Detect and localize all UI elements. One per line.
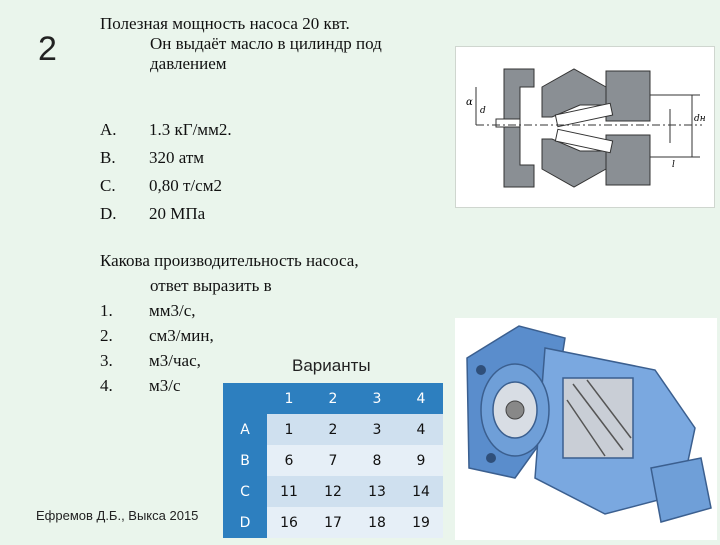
option-a [100,116,232,144]
option-label: B. [100,148,116,167]
question-2-line-2: ответ выразить в [150,276,272,295]
question-2-line-1: Какова производительность насоса, [100,251,359,270]
dh-label: dн [694,114,706,124]
unit-text: см3/мин, [149,326,214,345]
option-c [100,172,232,200]
option-label: C. [100,176,116,195]
option-label: A. [100,120,117,139]
row-label: C [223,476,267,507]
question-2 [100,248,440,398]
table-cell: 13 [368,483,386,500]
table-cell: 14 [412,483,430,500]
option-text: 1.3 кГ/мм2. [149,120,232,139]
table-cell: 9 [416,452,426,469]
row-label: B [223,445,267,476]
slide-number: 2 [38,30,57,68]
table-row [223,507,443,538]
column-header: 1 [267,383,311,414]
variants-table [223,383,443,538]
unit-label: 4. [100,376,113,395]
table-corner [223,383,267,414]
table-cell: 18 [368,514,386,531]
column-header: 2 [311,383,355,414]
table-cell: 12 [324,483,342,500]
shaft-icon [506,401,524,419]
answer-options [100,116,232,228]
pump-section-svg [456,47,714,207]
table-cell: 1 [284,421,294,438]
unit-label: 2. [100,326,113,345]
option-label: D. [100,204,117,223]
unit-1 [100,298,440,323]
option-d [100,200,232,228]
table-cell: 16 [280,514,298,531]
variants-title: Варианты [292,356,371,375]
table-header-row [223,383,443,414]
question-1-line-3: давлением [150,54,227,73]
author-footer: Ефремов Д.Б., Выкса 2015 [36,508,199,523]
table-row [223,476,443,507]
l-label: l [672,160,675,170]
table-cell: 17 [324,514,342,531]
option-b [100,144,232,172]
pump-section-drawing [455,46,715,208]
bolt-hole-icon [476,365,486,375]
unit-text: м3/с [149,376,181,395]
row-label: A [223,414,267,445]
table-cell: 8 [372,452,382,469]
column-header: 3 [355,383,399,414]
table-cell: 6 [284,452,294,469]
bolt-hole-icon [486,453,496,463]
table-cell: 2 [328,421,338,438]
table-cell: 11 [280,483,298,500]
question-1-line-1: Полезная мощность насоса 20 квт. [100,14,350,33]
question-1-line-2: Он выдаёт масло в цилиндр под [150,34,382,53]
unit-3 [100,348,440,373]
option-text: 20 МПа [149,204,206,223]
column-header: 4 [399,383,443,414]
table-row [223,445,443,476]
unit-text: м3/час, [149,351,201,370]
pump-photo [455,318,717,540]
d-label: d [480,106,486,116]
table-cell: 19 [412,514,430,531]
unit-text: мм3/с, [149,301,196,320]
pump-photo-svg [455,318,717,540]
unit-2 [100,323,440,348]
table-row [223,414,443,445]
table-cell: 7 [328,452,338,469]
unit-label: 3. [100,351,113,370]
option-text: 320 атм [149,148,205,167]
table-cell: 3 [372,421,382,438]
alpha-label: α [466,97,473,108]
question-1 [100,14,440,74]
table-cell: 4 [416,421,426,438]
row-label: D [223,507,267,538]
unit-label: 1. [100,301,113,320]
option-text: 0,80 т/см2 [149,176,222,195]
